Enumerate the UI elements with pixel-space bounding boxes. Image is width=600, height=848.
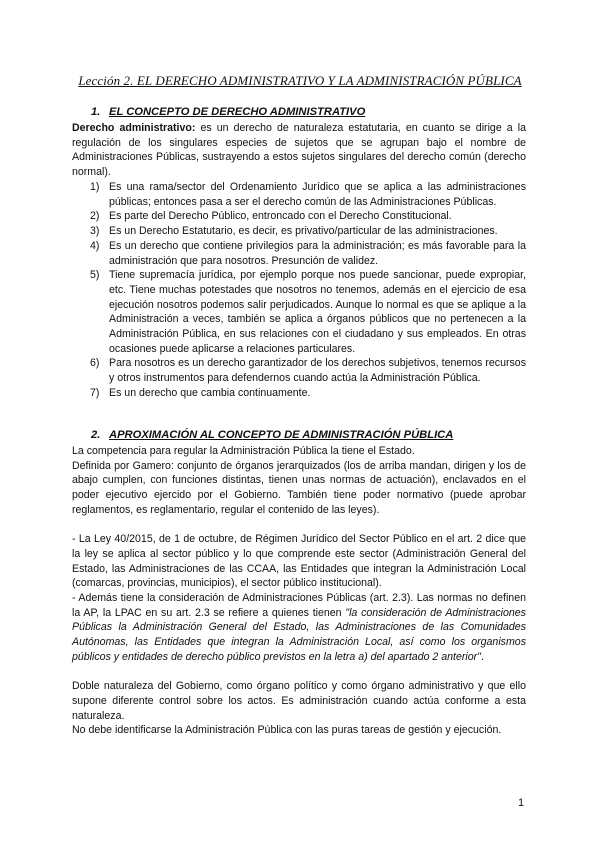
list-item: 7) Es un derecho que cambia continuamente. xyxy=(90,386,311,399)
legal-quote: "la consideración de Administraciones Públicas la Administración General del Estado, las Administraciones de las Comunidades Autónomas, las Entidades que integran la Administración Local, así como los organismos públicos y entidades de derecho público previstos en la letra a) del apartado 2 anterior" xyxy=(72,606,526,663)
paragraph: La competencia para regular la Administración Pública la tiene el Estado. xyxy=(72,445,415,457)
definition-text: es un derecho de naturaleza estatutaria, en cuanto se dirige a la regulación de los singulares especies de sujetos que se agrupan bajo el nombre de Administraciones Públicas, sustrayendo a estos sujetos singulares del derecho común (derecho normal). xyxy=(72,122,526,179)
section-2-body xyxy=(72,444,526,738)
section-2-heading-text: APROXIMACIÓN AL CONCEPTO DE ADMINISTRACIÓN PÚBLICA xyxy=(109,429,454,441)
document-title: Lección 2. EL DERECHO ADMINISTRATIVO Y LA ADMINISTRACIÓN PÚBLICA xyxy=(78,73,522,88)
paragraph: Definida por Gamero: conjunto de órganos jerarquizados (los de arriba mandan, dirigen y los de abajo cumplen, con funciones distintas, tienen unas normas de actuación), enclavados en el poder ejecutivo ejercido por el Gobierno. También tiene poder normativo (puede aprobar reglamentos, es reglamentario, regular el contenido de las leyes). xyxy=(72,459,526,516)
paragraph: - Además tiene la consideración de Administraciones Públicas (art. 2.3). Las normas no definen la AP, la LPAC en su art. 2.3 se refiere a quienes tienen "la consideración de Administraciones Públicas la Administración General del Estado, las Administraciones de las Comunidades Autónomas, las Entidades que integran la Administración Local, así como los organismos públicos y entidades de derecho público previstos en la letra a) del apartado 2 anterior". xyxy=(72,592,526,663)
section-1-list xyxy=(72,180,526,401)
list-item: 5) Tiene supremacía jurídica, por ejemplo porque nos puede sancionar, puede expropiar, etc. Tiene muchas potestades que nosotros no tenemos, además en el ejercicio de esa ejecución nosotros podemos salir perjudicados. Aunque lo normal es que se aplique a la Administración a veces, también se aplica a órganos públicos que no pertenecen a la Administración Pública, en sus relaciones con el ciudadano y sus empleados. En otras ocasiones puede aplicarse a relaciones particulares. xyxy=(90,269,526,355)
list-item: 6) Para nosotros es un derecho garantizador de los derechos subjetivos, tenemos recursos y otros instrumentos para defendernos cuando actúa la Administración Pública. xyxy=(90,357,526,385)
definition-term: Derecho administrativo: xyxy=(72,122,196,134)
section-1-heading xyxy=(91,106,365,118)
list-item: 4) Es un derecho que contiene privilegios para la administración; es más favorable para la administración que para nosotros. Presunción de validez. xyxy=(90,239,526,267)
section-1-number: 1. xyxy=(91,106,101,118)
list-item: 3) Es un Derecho Estatutario, es decir, es privativo/particular de las administraciones. xyxy=(90,225,498,238)
paragraph: - La Ley 40/2015, de 1 de octubre, de Régimen Jurídico del Sector Público en el art. 2 dice que la ley se aplica al sector público y lo que comprende este sector (Administración General del Estado, las Administraciones de las CCAA, las Entidades que integran la Administración Local (comarcas, provincias, municipios), el sector público institucional). xyxy=(72,533,526,590)
paragraph: Doble naturaleza del Gobierno, como órgano político y como órgano administrativo y que ello supone diferente control sobre los actos. Es administración cuando actúa conforme a esta naturaleza. xyxy=(72,680,526,722)
section-1-definition xyxy=(72,121,526,180)
paragraph: No debe identificarse la Administración Pública con las puras tareas de gestión y ejecución. xyxy=(72,724,502,737)
section-2-heading xyxy=(91,429,453,441)
page-number: 1 xyxy=(518,797,525,809)
list-item: 2) Es parte del Derecho Público, entroncado con el Derecho Constitucional. xyxy=(90,210,452,223)
section-1-heading-text: EL CONCEPTO DE DERECHO ADMINISTRATIVO xyxy=(109,106,366,118)
section-2-number: 2. xyxy=(91,429,101,441)
list-item: 1) Es una rama/sector del Ordenamiento Jurídico que se aplica a las administraciones públicas; entonces pasa a ser el derecho común de las Administraciones Públicas. xyxy=(90,181,526,208)
